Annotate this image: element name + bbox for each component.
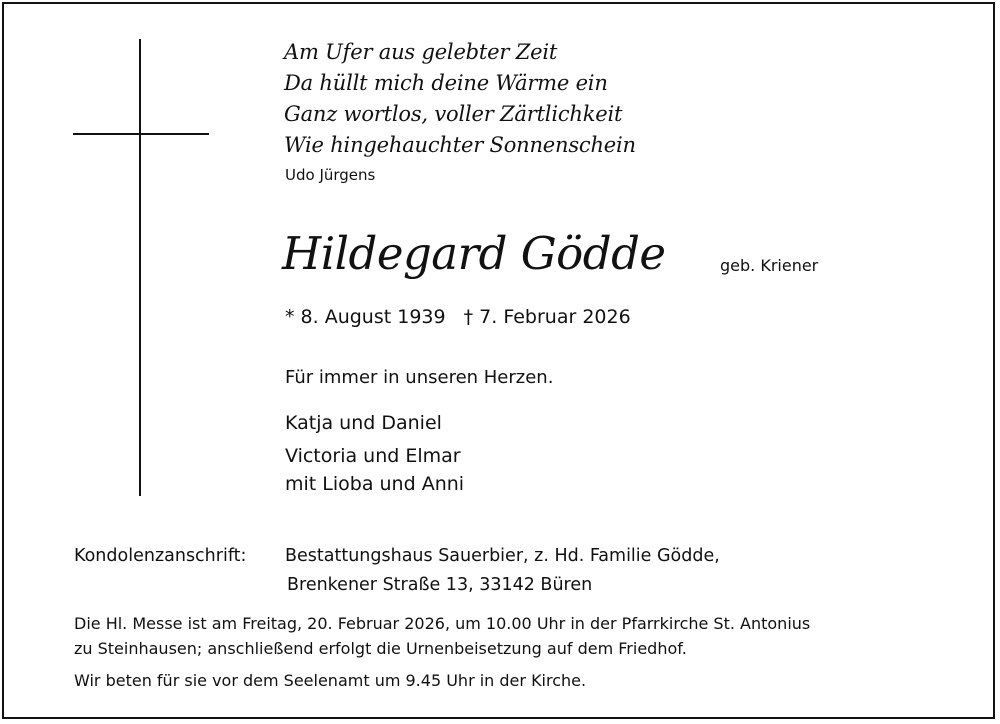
maiden-name: geb. Kriener (720, 256, 819, 275)
prayer-notice-line: Wir beten für sie vor dem Seelenamt um 9.45 Uhr in der Kirche. (74, 671, 587, 690)
poem-line: Am Ufer aus gelebter Zeit (284, 40, 558, 64)
condolence-label: Kondolenzanschrift: (74, 546, 247, 566)
birth-date: * 8. August 1939 (285, 306, 446, 328)
poem-line: Wie hingehauchter Sonnenschein (284, 133, 636, 157)
death-date: † 7. Februar 2026 (463, 306, 631, 328)
mourners-list (285, 409, 464, 498)
life-dates (285, 304, 631, 330)
notice-spacer (74, 661, 810, 668)
farewell-text: Für immer in unseren Herzen. (285, 367, 554, 388)
mass-notice-line: Die Hl. Messe ist am Freitag, 20. Februar 2026, um 10.00 Uhr in der Pfarrkirche St. Antonius (74, 614, 811, 633)
cross-symbol-vertical-bar (139, 39, 141, 496)
mourner-line: Katja und Daniel (285, 412, 442, 434)
poem-line: Ganz wortlos, voller Zärtlichkeit (284, 102, 623, 126)
condolence-address (74, 542, 720, 600)
condolence-address-line: Brenkener Straße 13, 33142 Büren (287, 575, 593, 595)
mourner-line: mit Lioba und Anni (285, 473, 465, 495)
poem-author: Udo Jürgens (285, 166, 376, 184)
deceased-name: Hildegard Gödde (282, 227, 666, 280)
poem (284, 37, 636, 161)
condolence-address-line: Bestattungshaus Sauerbier, z. Hd. Familie Gödde, (285, 546, 720, 566)
service-notice (74, 611, 810, 693)
cross-symbol-horizontal-bar (73, 133, 209, 135)
mass-notice-line: zu Steinhausen; anschließend erfolgt die Urnenbeisetzung auf dem Friedhof. (74, 639, 687, 658)
mourner-line: Victoria und Elmar (285, 445, 461, 467)
poem-line: Da hüllt mich deine Wärme ein (284, 71, 608, 95)
